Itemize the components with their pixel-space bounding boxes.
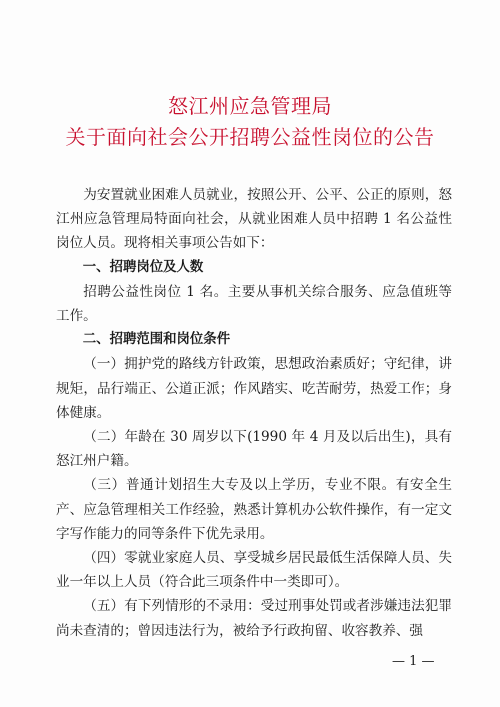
section-heading-2: 二、招聘范围和岗位条件 xyxy=(82,332,231,348)
page-number: — 1 — xyxy=(392,654,435,669)
paragraph-intro: 为安置就业困难人员就业，按照公开、公平、公正的原则，怒江州应急管理局特面向社会，从就业困难人员中招聘 1 名公益性岗位人员。现将相关事项公告如下： xyxy=(56,187,452,252)
paragraph-condition-1: （一）拥护党的路线方针政策，思想政治素质好；守纪律，讲规矩，品行端正、公道正派；作风踏实、吃苦耐劳，热爱工作；身体健康。 xyxy=(56,356,452,421)
paragraph-condition-5: （五）有下列情形的不录用：受过刑事处罚或者涉嫌违法犯罪尚未查清的；曾因违法行为，被给予行政拘留、收容教养、强 xyxy=(56,598,452,639)
paragraph-condition-2: （二）年龄在 30 周岁以下(1990 年 4 月及以后出生)，具有怒江州户籍。 xyxy=(56,429,452,470)
document-title-line1: 怒江州应急管理局 xyxy=(168,94,332,118)
paragraph-positions: 招聘公益性岗位 1 名。主要从事机关综合服务、应急值班等工作。 xyxy=(56,283,452,325)
document-body xyxy=(56,183,452,643)
section-heading-1: 一、招聘岗位及人数 xyxy=(82,259,204,275)
paragraph-condition-3: （三）普通计划招生大专及以上学历，专业不限。有安全生产、应急管理相关工作经验，熟悉计算机办公软件操作，有一定文字写作能力的同等条件下优先录用。 xyxy=(56,477,452,542)
document-title-line2: 关于面向社会公开招聘公益性岗位的公告 xyxy=(65,125,435,149)
paragraph-condition-4: （四）零就业家庭人员、享受城乡居民最低生活保障人员、失业一年以上人员（符合此三项条件中一类即可）。 xyxy=(56,550,452,591)
